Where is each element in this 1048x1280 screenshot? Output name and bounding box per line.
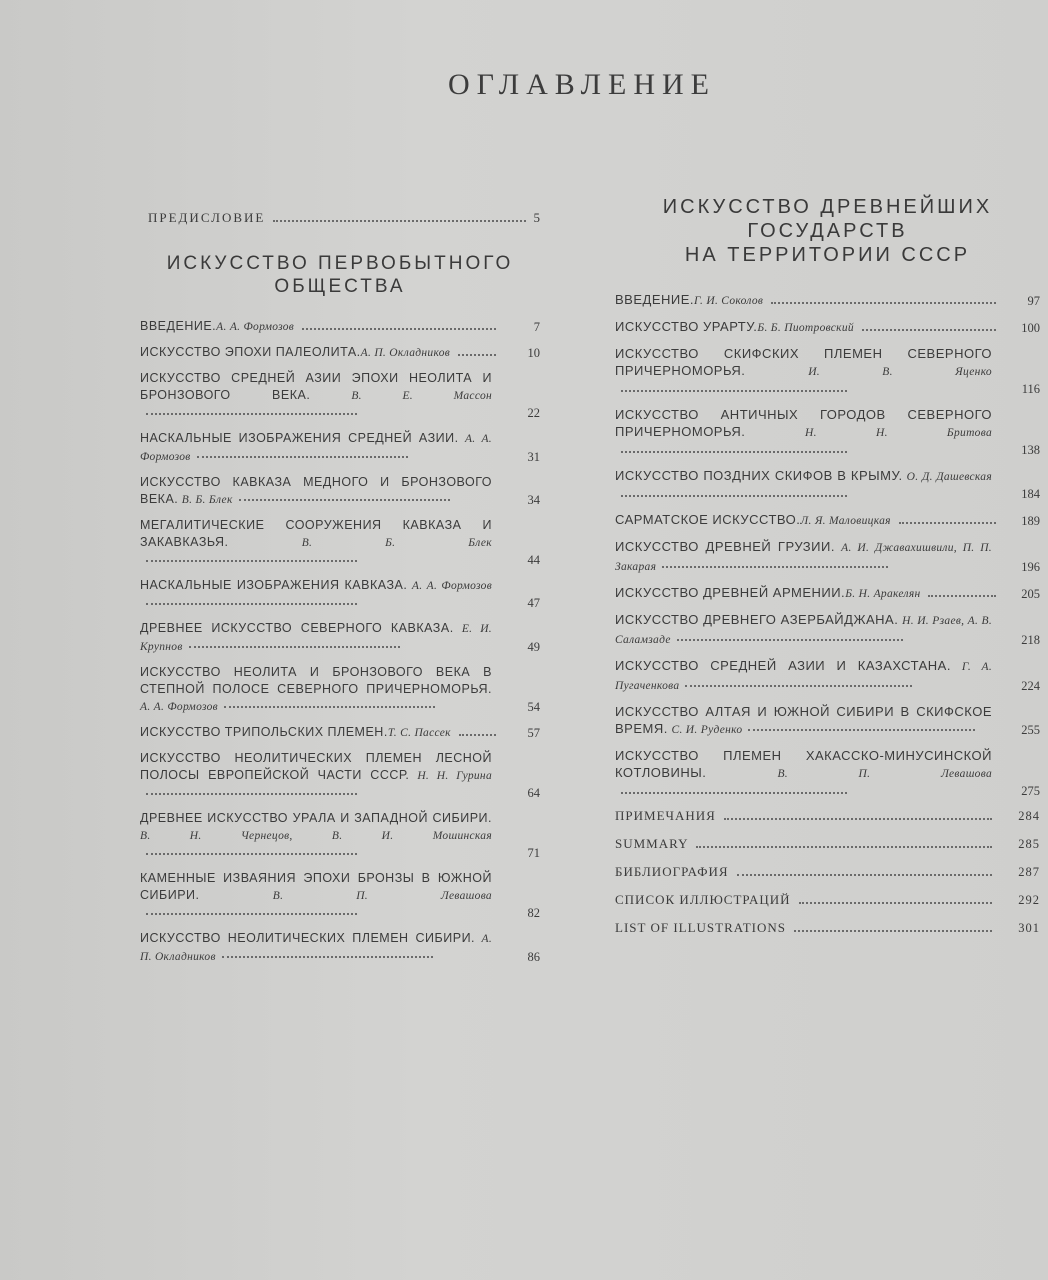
toc-entry-page: 275 [1021, 784, 1040, 798]
dot-leader [928, 595, 996, 597]
back-matter-title: LIST OF ILLUSTRATIONS [615, 920, 786, 935]
toc-item[interactable] [140, 517, 540, 569]
dot-leader [239, 499, 450, 501]
toc-entry-author: В. Е. Массон [351, 390, 492, 402]
dot-leader [799, 902, 992, 904]
dot-leader [146, 560, 357, 562]
part2-title-line1: ИСКУССТВО ДРЕВНЕЙШИХ [662, 196, 993, 218]
toc-entry-author: А. П. Окладников [140, 933, 492, 963]
toc-entry-author: А. А. Формозов [140, 433, 492, 463]
toc-entry-author: А. П. Окладников [360, 347, 451, 359]
toc-entry-author: Т. С. Пассек [387, 727, 451, 739]
toc-entry-page: 138 [1021, 443, 1040, 457]
toc-item[interactable] [615, 657, 1040, 695]
toc-item-preface[interactable] [148, 210, 540, 226]
toc-entry-author: А. А. Формозов [411, 580, 492, 592]
toc-entry-title: ИСКУССТВО ДРЕВНЕЙ АРМЕНИИ. [615, 585, 846, 600]
dot-leader [189, 646, 400, 648]
toc-entry-page: 218 [1021, 633, 1040, 647]
back-matter-title: БИБЛИОГРАФИЯ [615, 864, 729, 879]
toc-entry-title: ИСКУССТВО КАВКАЗА МЕДНОГО И БРОНЗОВОГО ВЕКА. [140, 475, 492, 506]
toc-entry-page: 31 [527, 450, 540, 464]
part1-list [140, 318, 540, 966]
toc-entry-author: С. И. Руденко [671, 724, 743, 736]
toc-entry-author: А. А. Формозов [216, 321, 295, 333]
toc-item[interactable] [140, 474, 540, 509]
toc-entry-title: ИСКУССТВО УРАРТУ. [615, 319, 758, 334]
back-matter-title: SUMMARY [615, 836, 689, 851]
dot-leader [273, 220, 525, 222]
toc-entry-text [615, 703, 1006, 739]
toc-entry-page: 54 [527, 700, 540, 714]
toc-entry-text [140, 344, 506, 362]
toc-entry-title: ИСКУССТВО НЕОЛИТИЧЕСКИХ ПЛЕМЕН СИБИРИ. [140, 931, 476, 945]
dot-leader [146, 603, 357, 605]
toc-entry-author: В. П. Левашова [272, 890, 492, 902]
toc-entry-text [140, 810, 506, 862]
toc-item[interactable] [615, 703, 1040, 739]
toc-entry-author: В. Б. Блек [181, 494, 233, 506]
toc-entry-text [140, 620, 506, 656]
toc-entry-page: 10 [527, 346, 540, 360]
toc-entry-page: 100 [1021, 321, 1040, 335]
toc-entry-page: 116 [1021, 382, 1040, 396]
toc-entry-author: Б. Б. Пиотровский [757, 322, 854, 334]
toc-entry-page: 205 [1021, 587, 1040, 601]
toc-entry-text [140, 370, 506, 422]
toc-entry-text [140, 870, 506, 922]
toc-entry-text [615, 406, 1006, 459]
toc-entry-title: ИСКУССТВО ДРЕВНЕЙ ГРУЗИИ. [615, 539, 835, 554]
toc-entry-author: В. Б. Блек [301, 537, 492, 549]
back-matter-page: 285 [1018, 837, 1040, 851]
toc-entry-title: ИСКУССТВО СРЕДНЕЙ АЗИИ ЭПОХИ НЕОЛИТА И БРОНЗОВОГО ВЕКА. [140, 371, 492, 402]
toc-item[interactable] [615, 318, 1040, 337]
dot-leader [458, 354, 496, 356]
toc-entry-page: 64 [527, 786, 540, 800]
toc-item-back-matter[interactable] [615, 864, 1040, 880]
toc-entry-title: САРМАТСКОЕ ИСКУССТВО. [615, 512, 801, 527]
toc-entry-page: 189 [1021, 514, 1040, 528]
toc-entry-page: 224 [1021, 679, 1040, 693]
dot-leader [224, 706, 435, 708]
part2-title [615, 195, 1040, 267]
toc-item[interactable] [615, 511, 1040, 530]
back-matter-list [615, 808, 1040, 936]
toc-entry-page: 34 [527, 493, 540, 507]
toc-item[interactable] [140, 930, 540, 966]
toc-entry-author: Н. Н. Гурина [417, 770, 492, 782]
toc-entry-page: 49 [527, 640, 540, 654]
dot-leader [302, 328, 496, 330]
toc-entry-page: 71 [527, 846, 540, 860]
toc-entry-page: 22 [527, 406, 540, 420]
toc-entry-author: И. В. Яценко [808, 366, 992, 378]
back-matter-page: 292 [1018, 893, 1040, 907]
toc-entry-text [140, 724, 506, 742]
toc-entry-author: Н. Н. Бритова [805, 427, 992, 439]
toc-entry-title: ДРЕВНЕЕ ИСКУССТВО СЕВЕРНОГО КАВКАЗА. [140, 621, 454, 635]
toc-item[interactable] [140, 724, 540, 742]
dot-leader [146, 913, 357, 915]
toc-entry-title: ДРЕВНЕЕ ИСКУССТВО УРАЛА И ЗАПАДНОЙ СИБИРИ. [140, 811, 492, 825]
toc-entry-text [140, 318, 506, 336]
toc-entry-text [615, 584, 1006, 603]
toc-entry-title: ВВЕДЕНИЕ. [615, 292, 695, 307]
part1-title-line1: ИСКУССТВО ПЕРВОБЫТНОГО [166, 253, 514, 274]
toc-entry-title: НАСКАЛЬНЫЕ ИЗОБРАЖЕНИЯ КАВКАЗА. [140, 578, 408, 592]
toc-item[interactable] [140, 318, 540, 336]
toc-item[interactable] [615, 467, 1040, 503]
dot-leader [794, 930, 992, 932]
part1-title [140, 252, 540, 298]
toc-entry-author: Л. Я. Маловицкая [800, 515, 891, 527]
toc-entry-author: Б. Н. Аракелян [845, 588, 921, 600]
toc-item-back-matter[interactable] [615, 836, 1040, 852]
toc-item[interactable] [140, 620, 540, 656]
toc-entry-title: НАСКАЛЬНЫЕ ИЗОБРАЖЕНИЯ СРЕДНЕЙ АЗИИ. [140, 431, 459, 445]
toc-entry-title: ИСКУССТВО ПОЗДНИХ СКИФОВ В КРЫМУ. [615, 468, 903, 483]
toc-item[interactable] [140, 870, 540, 922]
toc-entry-author: А. И. Джавахишвили, П. П. Закарая [615, 542, 992, 573]
dot-leader [197, 456, 408, 458]
toc-entry-author: Г. И. Соколов [694, 295, 764, 307]
dot-leader [621, 451, 847, 453]
toc-item[interactable] [615, 747, 1040, 800]
dot-leader [662, 566, 888, 568]
toc-entry-text [615, 318, 1006, 337]
toc-entry-page: 255 [1021, 723, 1040, 737]
toc-entry-text [615, 747, 1006, 800]
toc-entry-author: Г. А. Пугаченкова [615, 661, 992, 692]
dot-leader [621, 390, 847, 392]
toc-entry-title: ИСКУССТВО ТРИПОЛЬСКИХ ПЛЕМЕН. [140, 725, 388, 739]
preface-title: ПРЕДИСЛОВИЕ [148, 210, 266, 225]
toc-entry-author: В. П. Левашова [777, 768, 992, 780]
toc-item[interactable] [615, 345, 1040, 398]
part2-title-line3: НА ТЕРРИТОРИИ СССР [684, 244, 971, 266]
toc-entry-author: Е. И. Крупнов [140, 623, 492, 653]
toc-entry-title: ВВЕДЕНИЕ. [140, 319, 217, 333]
dot-leader [899, 522, 996, 524]
toc-entry-text [615, 345, 1006, 398]
toc-entry-text [140, 930, 506, 966]
toc-item[interactable] [615, 291, 1040, 310]
toc-entry-title: ИСКУССТВО СКИФСКИХ ПЛЕМЕН СЕВЕРНОГО ПРИЧЕРНОМОРЬЯ. [615, 346, 992, 378]
toc-entry-author: Н. И. Рзаев, А. В. Саламзаде [615, 615, 993, 646]
toc-entry-author: А. А. Формозов [140, 701, 218, 713]
dot-leader [146, 413, 357, 415]
back-matter-page: 287 [1018, 865, 1040, 879]
toc-entry-text [140, 750, 506, 802]
dot-leader [677, 639, 903, 641]
toc-item[interactable] [140, 664, 540, 716]
preface-page: 5 [533, 210, 540, 225]
toc-item[interactable] [140, 750, 540, 802]
toc-entry-page: 82 [527, 906, 540, 920]
toc-entry-title: ИСКУССТВО НЕОЛИТА И БРОНЗОВОГО ВЕКА В СТЕПНОЙ ПОЛОСЕ СЕВЕРНОГО ПРИЧЕРНОМОРЬЯ. [140, 665, 492, 696]
toc-entry-page: 86 [527, 950, 540, 964]
toc-column-right [615, 195, 1040, 948]
toc-entry-title: ИСКУССТВО АНТИЧНЫХ ГОРОДОВ СЕВЕРНОГО ПРИЧЕРНОМОРЬЯ. [615, 407, 992, 439]
toc-entry-title: ИСКУССТВО СРЕДНЕЙ АЗИИ И КАЗАХСТАНА. [615, 658, 951, 673]
dot-leader [146, 853, 357, 855]
back-matter-title: СПИСОК ИЛЛЮСТРАЦИЙ [615, 892, 791, 907]
toc-entry-title: КАМЕННЫЕ ИЗВАЯНИЯ ЭПОХИ БРОНЗЫ В ЮЖНОЙ СИБИРИ. [140, 871, 492, 902]
toc-entry-text [140, 430, 506, 466]
toc-item[interactable] [615, 584, 1040, 603]
toc-item[interactable] [140, 344, 540, 362]
page-title: ОГЛАВЛЕНИЕ [448, 68, 716, 101]
toc-entry-title: ИСКУССТВО НЕОЛИТИЧЕСКИХ ПЛЕМЕН ЛЕСНОЙ ПОЛОСЫ ЕВРОПЕЙСКОЙ ЧАСТИ СССР. [140, 751, 492, 782]
part1-title-line2: ОБЩЕСТВА [274, 276, 406, 297]
toc-entry-text [615, 538, 1006, 576]
toc-item-back-matter[interactable] [615, 920, 1040, 936]
dot-leader [748, 729, 974, 731]
back-matter-page: 301 [1018, 921, 1040, 935]
dot-leader [724, 818, 992, 820]
toc-item-back-matter[interactable] [615, 892, 1040, 908]
toc-item[interactable] [140, 370, 540, 422]
toc-entry-author: В. Н. Чернецов, В. И. Мошинская [140, 830, 492, 842]
dot-leader [146, 793, 357, 795]
toc-entry-text [615, 467, 1006, 503]
dot-leader [862, 329, 996, 331]
dot-leader [771, 302, 996, 304]
toc-entry-title: ИСКУССТВО ДРЕВНЕГО АЗЕРБАЙДЖАНА. [615, 612, 899, 627]
toc-entry-text [615, 657, 1006, 695]
toc-entry-page: 184 [1021, 487, 1040, 501]
toc-column-left [140, 210, 540, 974]
toc-entry-title: МЕГАЛИТИЧЕСКИЕ СООРУЖЕНИЯ КАВКАЗА И ЗАКАВКАЗЬЯ. [140, 518, 492, 549]
dot-leader [737, 874, 992, 876]
toc-entry-text [615, 611, 1006, 649]
toc-entry-text [140, 577, 506, 612]
dot-leader [696, 846, 992, 848]
toc-item-back-matter[interactable] [615, 808, 1040, 824]
toc-item[interactable] [140, 810, 540, 862]
toc-entry-title: ИСКУССТВО ЭПОХИ ПАЛЕОЛИТА. [140, 345, 361, 359]
toc-entry-author: О. Д. Дашевская [906, 471, 992, 483]
back-matter-title: ПРИМЕЧАНИЯ [615, 808, 716, 823]
toc-entry-page: 57 [527, 726, 540, 740]
dot-leader [685, 685, 911, 687]
toc-entry-text [615, 291, 1006, 310]
dot-leader [222, 956, 433, 958]
toc-item[interactable] [615, 611, 1040, 649]
part2-title-line2: ГОСУДАРСТВ [747, 220, 908, 242]
toc-entry-page: 196 [1021, 560, 1040, 574]
toc-entry-text [140, 474, 506, 509]
part2-list [615, 291, 1040, 800]
toc-entry-text [615, 511, 1006, 530]
toc-entry-text [140, 664, 506, 716]
toc-item[interactable] [615, 406, 1040, 459]
toc-entry-title: ИСКУССТВО АЛТАЯ И ЮЖНОЙ СИБИРИ В СКИФСКОЕ ВРЕМЯ. [615, 704, 992, 736]
toc-entry-title: ИСКУССТВО ПЛЕМЕН ХАКАССКО-МИНУСИНСКОЙ КОТЛОВИНЫ. [615, 748, 992, 780]
dot-leader [621, 792, 847, 794]
back-matter-page: 284 [1018, 809, 1040, 823]
toc-item[interactable] [140, 430, 540, 466]
dot-leader [459, 734, 496, 736]
toc-entry-page: 44 [527, 553, 540, 567]
toc-item[interactable] [140, 577, 540, 612]
dot-leader [621, 495, 847, 497]
toc-item[interactable] [615, 538, 1040, 576]
toc-entry-page: 97 [1027, 294, 1040, 308]
toc-entry-text [140, 517, 506, 569]
toc-entry-page: 47 [527, 596, 540, 610]
toc-entry-page: 7 [533, 320, 540, 334]
